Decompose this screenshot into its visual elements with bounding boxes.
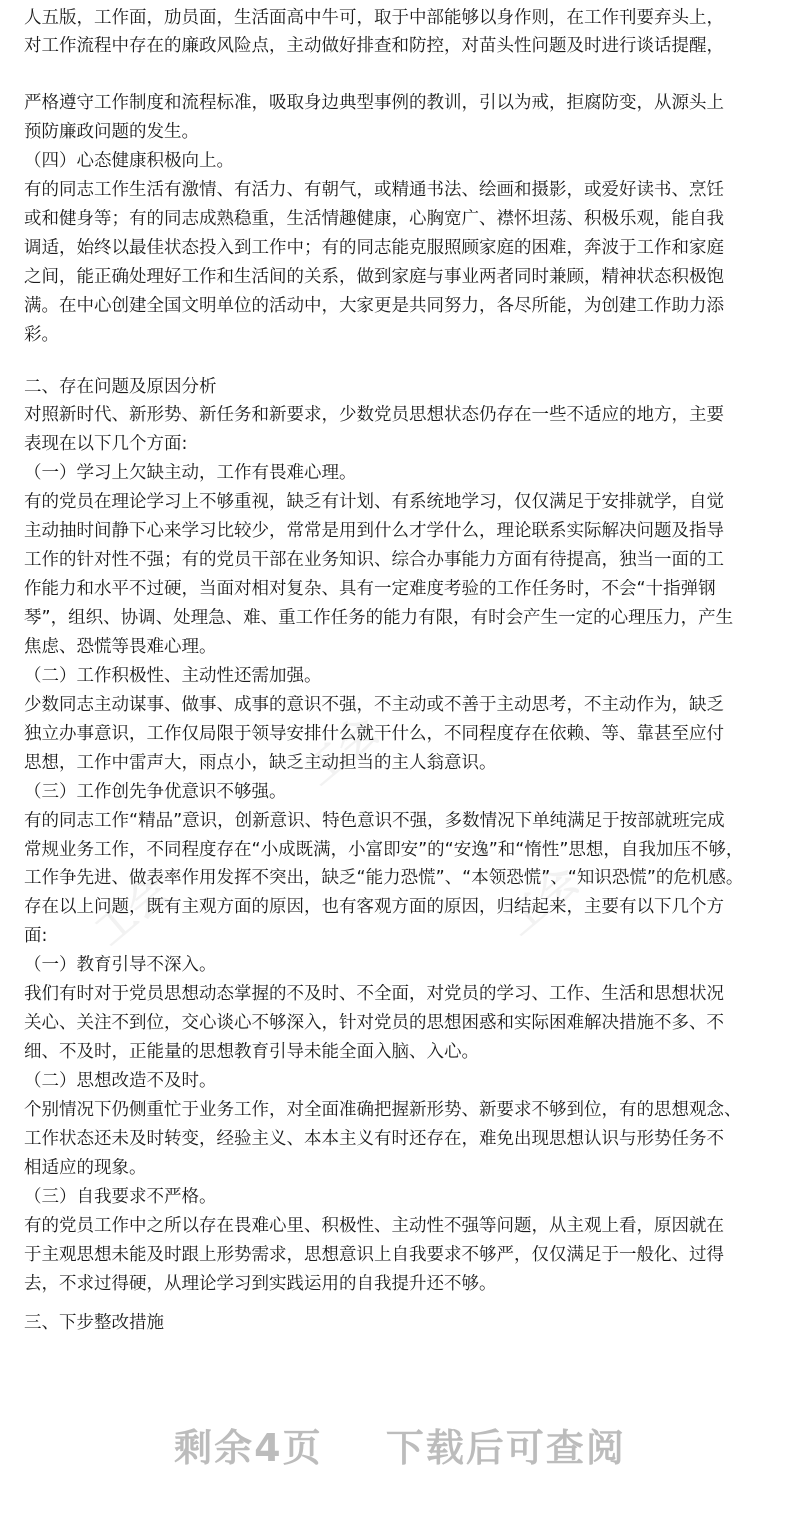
text-line: 存在以上问题，既有主观方面的原因，也有客观方面的原因，归结起来，主要有以下几个方 bbox=[24, 897, 724, 917]
text-line: 工作状态还未及时转变，经验主义、本本主义有时还存在，难免出现思想认识与形势任务不 bbox=[24, 1129, 724, 1149]
text-line: 有的党员在理论学习上不够重视，缺乏有计划、有系统地学习，仅仅满足于安排就学，自觉 bbox=[24, 492, 724, 512]
text-line: 主动抽时间静下心来学习比较少，常常是用到什么才学什么，理论联系实际解决问题及指导 bbox=[24, 521, 724, 541]
text-line: 常规业务工作，不同程度存在“小成既满，小富即安”的“安逸”和“惰性”思想，自我加压不够， bbox=[24, 840, 744, 860]
text-line: 独立办事意识，工作仅局限于领导安排什么就干什么，不同程度存在依赖、等、靠甚至应付 bbox=[24, 724, 724, 744]
text-line: 工作的针对性不强；有的党员干部在业务知识、综合办事能力方面有待提高，独当一面的工 bbox=[24, 550, 724, 570]
download-to-view-text[interactable]: 下载后可查阅 bbox=[385, 1426, 626, 1470]
text-line: 有的党员工作中之所以存在畏难心里、积极性、主动性不强等问题，从主观上看，原因就在 bbox=[24, 1216, 724, 1236]
text-line: （一）教育引导不深入。 bbox=[24, 955, 217, 975]
text-line: 人五版，工作面，劢员面，生活面高中牛可，取于中部能够以身作则，在工作刊要弃头上， bbox=[24, 8, 724, 28]
text-line: 有的同志工作“精品”意识，创新意识、特色意识不强，多数情况下单纯满足于按部就班完成 bbox=[24, 811, 725, 831]
text-line: 对照新时代、新形势、新任务和新要求，少数党员思想状态仍存在一些不适应的地方，主要 bbox=[24, 405, 724, 425]
text-line: 对工作流程中存在的廉政风险点，主动做好排查和防控，对苗头性问题及时进行谈话提醒， bbox=[24, 36, 724, 56]
text-line: 细、不及时，正能量的思想教育引导未能全面入脑、入心。 bbox=[24, 1042, 479, 1062]
text-line: 我们有时对于党员思想动态掌握的不及时、不全面，对党员的学习、工作、生活和思想状况 bbox=[24, 984, 724, 1004]
text-line: 相适应的现象。 bbox=[24, 1158, 147, 1178]
text-line: 严格遵守工作制度和流程标准，吸取身边典型事例的教训，引以为戒，拒腐防变，从源头上 bbox=[24, 93, 724, 113]
text-line: （四）心态健康积极向上。 bbox=[24, 151, 234, 171]
text-line: 琴”，组织、协调、处理急、难、重工作任务的能力有限，有时会产生一定的心理压力，产生 bbox=[24, 608, 734, 628]
text-line: 表现在以下几个方面: bbox=[24, 434, 188, 454]
text-line: （一）学习上欠缺主动，工作有畏难心理。 bbox=[24, 463, 357, 483]
watermark: 工会 bbox=[296, 707, 388, 795]
download-banner[interactable] bbox=[0, 1418, 800, 1478]
text-line: （三）工作创先争优意识不够强。 bbox=[24, 782, 287, 802]
text-line: 预防廉政问题的发生。 bbox=[24, 122, 199, 142]
text-line: 去，不求过得硬，从理论学习到实践运用的自我提升还不够。 bbox=[24, 1274, 497, 1294]
text-line: 个别情况下仍侧重忙于业务工作，对全面准确把握新形势、新要求不够到位，有的思想观念、 bbox=[24, 1100, 742, 1120]
watermark: 工会 bbox=[496, 857, 588, 945]
remaining-pages-text: 剩余4页 bbox=[174, 1426, 323, 1470]
text-line: （二）工作积极性、主动性还需加强。 bbox=[24, 666, 322, 686]
text-line: 于主观思想未能及时跟上形势需求，思想意识上自我要求不够严，仅仅满足于一般化、过得 bbox=[24, 1245, 724, 1265]
text-line: 或和健身等；有的同志成熟稳重，生活情趣健康，心胸宽广、襟怀坦荡、积极乐观，能自我 bbox=[24, 209, 724, 229]
watermark: 工会 bbox=[86, 867, 178, 955]
text-line: 作能力和水平不过硬，当面对相对复杂、具有一定难度考验的工作任务时，不会“十指弹钢 bbox=[24, 579, 716, 599]
text-line: 焦虑、恐慌等畏难心理。 bbox=[24, 637, 217, 657]
text-line: 二、存在问题及原因分析 bbox=[24, 377, 217, 397]
text-line: （二）思想改造不及时。 bbox=[24, 1071, 217, 1091]
text-line: 有的同志工作生活有激情、有活力、有朝气，或精通书法、绘画和摄影，或爱好读书、烹饪 bbox=[24, 180, 724, 200]
text-line: 工作争先进、做表率作用发挥不突出，缺乏“能力恐慌”、“本领恐慌”、“知识恐慌”的危机感。 bbox=[24, 868, 744, 888]
text-line: 少数同志主动谋事、做事、成事的意识不强，不主动或不善于主动思考，不主动作为，缺乏 bbox=[24, 695, 724, 715]
text-line: 关心、关注不到位，交心谈心不够深入，针对党员的思想困惑和实际困难解决措施不多、不 bbox=[24, 1013, 724, 1033]
text-line: 彩。 bbox=[24, 325, 59, 345]
text-line: 思想，工作中雷声大，雨点小，缺乏主动担当的主人翁意识。 bbox=[24, 753, 497, 773]
text-line: 面: bbox=[24, 926, 48, 946]
text-line: 之间，能正确处理好工作和生活间的关系，做到家庭与事业两者同时兼顾，精神状态积极饱 bbox=[24, 267, 724, 287]
text-line: 调适，始终以最佳状态投入到工作中；有的同志能克服照顾家庭的困难，奔波于工作和家庭 bbox=[24, 238, 724, 258]
text-line: 三、下步整改措施 bbox=[24, 1313, 164, 1333]
text-line: 满。在中心创建全国文明单位的活动中，大家更是共同努力，各尽所能，为创建工作助力添 bbox=[24, 296, 724, 316]
text-line: （三）自我要求不严格。 bbox=[24, 1187, 217, 1207]
